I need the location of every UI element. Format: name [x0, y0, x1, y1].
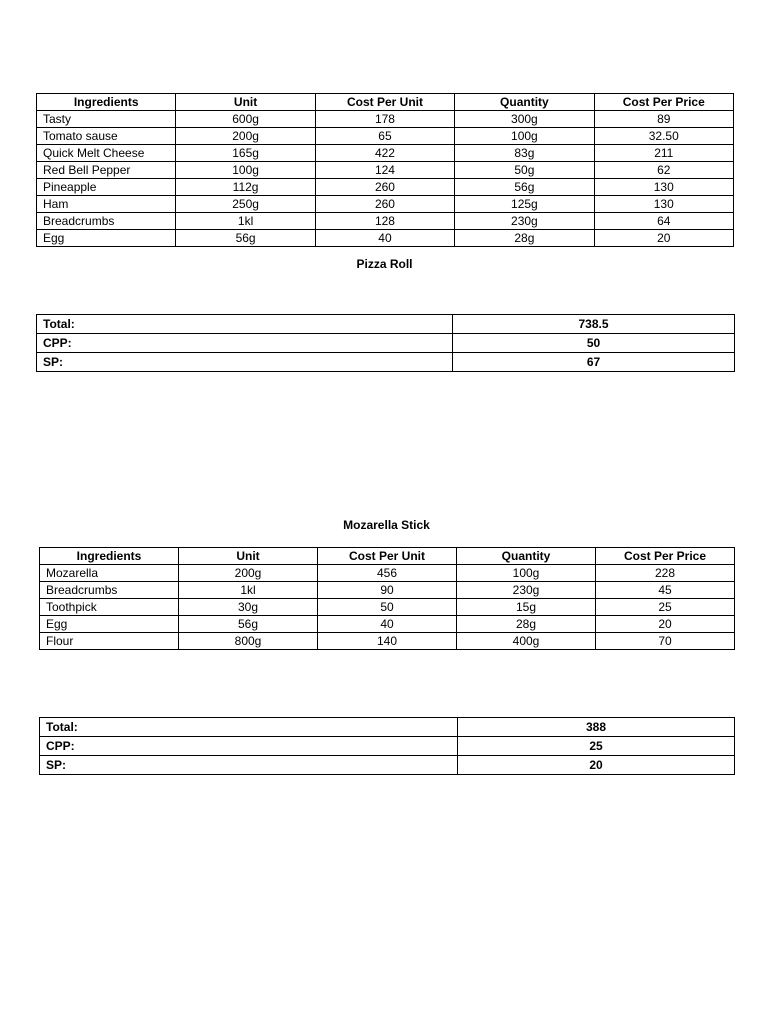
header-cost-per-price: Cost Per Price — [596, 548, 735, 565]
header-unit: Unit — [176, 94, 315, 111]
table-cell: 124 — [315, 162, 454, 179]
table-cell: 800g — [179, 633, 318, 650]
table-cell: Breadcrumbs — [37, 213, 176, 230]
header-unit: Unit — [179, 548, 318, 565]
summary-label: CPP: — [40, 737, 458, 756]
table-cell: 260 — [315, 179, 454, 196]
table-cell: 128 — [315, 213, 454, 230]
table-cell: 230g — [455, 213, 594, 230]
table-cell: 100g — [457, 565, 596, 582]
table-cell: 228 — [596, 565, 735, 582]
header-cost-per-unit: Cost Per Unit — [315, 94, 454, 111]
table-cell: Ham — [37, 196, 176, 213]
table-cell: 50 — [318, 599, 457, 616]
table-cell: 30g — [179, 599, 318, 616]
table-cell: Quick Melt Cheese — [37, 145, 176, 162]
table-header-row — [37, 94, 734, 111]
table-cell: Red Bell Pepper — [37, 162, 176, 179]
summary-value: 738.5 — [453, 315, 735, 334]
table-cell: 56g — [176, 230, 315, 247]
table-cell: 50g — [455, 162, 594, 179]
header-ingredients: Ingredients — [40, 548, 179, 565]
header-cost-per-unit: Cost Per Unit — [318, 548, 457, 565]
table-cell: 100g — [176, 162, 315, 179]
table-cell: 28g — [457, 616, 596, 633]
header-ingredients: Ingredients — [37, 94, 176, 111]
table-cell: 1kl — [179, 582, 318, 599]
table-row — [40, 599, 735, 616]
summary-value: 25 — [458, 737, 735, 756]
table-cell: 64 — [594, 213, 733, 230]
table-cell: Breadcrumbs — [40, 582, 179, 599]
table-cell: 56g — [179, 616, 318, 633]
table-row — [40, 616, 735, 633]
table-row — [37, 162, 734, 179]
table-cell: Pineapple — [37, 179, 176, 196]
table-cell: Tomato sause — [37, 128, 176, 145]
summary-row — [37, 353, 735, 372]
header-quantity: Quantity — [457, 548, 596, 565]
table-cell: 25 — [596, 599, 735, 616]
table-cell: 89 — [594, 111, 733, 128]
table-cell: 260 — [315, 196, 454, 213]
table-cell: 20 — [596, 616, 735, 633]
table-cell: 28g — [455, 230, 594, 247]
table-cell: Egg — [40, 616, 179, 633]
table-row — [37, 179, 734, 196]
table-cell: 600g — [176, 111, 315, 128]
table-cell: 70 — [596, 633, 735, 650]
summary-row — [40, 718, 735, 737]
table-row — [40, 582, 735, 599]
table-cell: 422 — [315, 145, 454, 162]
table-cell: Flour — [40, 633, 179, 650]
summary-label: Total: — [40, 718, 458, 737]
pizza-roll-title: Pizza Roll — [356, 257, 413, 271]
table-cell: 1kl — [176, 213, 315, 230]
pizza-roll-summary-table — [36, 314, 735, 372]
summary-label: SP: — [40, 756, 458, 775]
summary-label: Total: — [37, 315, 453, 334]
table-cell: 250g — [176, 196, 315, 213]
table-cell: 178 — [315, 111, 454, 128]
table-row — [37, 196, 734, 213]
table-cell: 100g — [455, 128, 594, 145]
header-quantity: Quantity — [455, 94, 594, 111]
mozarella-stick-title: Mozarella Stick — [343, 518, 430, 532]
table-row — [37, 111, 734, 128]
table-cell: Tasty — [37, 111, 176, 128]
table-cell: 56g — [455, 179, 594, 196]
table-cell: 125g — [455, 196, 594, 213]
summary-value: 67 — [453, 353, 735, 372]
table-cell: 90 — [318, 582, 457, 599]
pizza-roll-ingredients-table — [36, 93, 734, 247]
table-cell: 456 — [318, 565, 457, 582]
table-row — [37, 230, 734, 247]
table-row — [37, 145, 734, 162]
summary-row — [40, 737, 735, 756]
summary-row — [37, 334, 735, 353]
table-cell: 112g — [176, 179, 315, 196]
table-row — [37, 213, 734, 230]
mozarella-stick-ingredients-table — [39, 547, 735, 650]
table-cell: 45 — [596, 582, 735, 599]
table-cell: 130 — [594, 196, 733, 213]
summary-row — [37, 315, 735, 334]
summary-value: 50 — [453, 334, 735, 353]
summary-value: 20 — [458, 756, 735, 775]
summary-row — [40, 756, 735, 775]
table-cell: 20 — [594, 230, 733, 247]
table-cell: 200g — [179, 565, 318, 582]
summary-label: CPP: — [37, 334, 453, 353]
table-cell: 165g — [176, 145, 315, 162]
table-cell: Toothpick — [40, 599, 179, 616]
table-cell: 83g — [455, 145, 594, 162]
table-cell: Egg — [37, 230, 176, 247]
table-cell: 140 — [318, 633, 457, 650]
table-cell: Mozarella — [40, 565, 179, 582]
summary-value: 388 — [458, 718, 735, 737]
table-cell: 62 — [594, 162, 733, 179]
table-header-row — [40, 548, 735, 565]
header-cost-per-price: Cost Per Price — [594, 94, 733, 111]
mozarella-stick-summary-table — [39, 717, 735, 775]
table-cell: 300g — [455, 111, 594, 128]
table-cell: 400g — [457, 633, 596, 650]
table-cell: 130 — [594, 179, 733, 196]
table-cell: 40 — [315, 230, 454, 247]
table-row — [37, 128, 734, 145]
summary-label: SP: — [37, 353, 453, 372]
table-cell: 65 — [315, 128, 454, 145]
table-cell: 200g — [176, 128, 315, 145]
table-cell: 32.50 — [594, 128, 733, 145]
table-row — [40, 565, 735, 582]
table-cell: 15g — [457, 599, 596, 616]
table-row — [40, 633, 735, 650]
table-cell: 230g — [457, 582, 596, 599]
table-cell: 40 — [318, 616, 457, 633]
table-cell: 211 — [594, 145, 733, 162]
